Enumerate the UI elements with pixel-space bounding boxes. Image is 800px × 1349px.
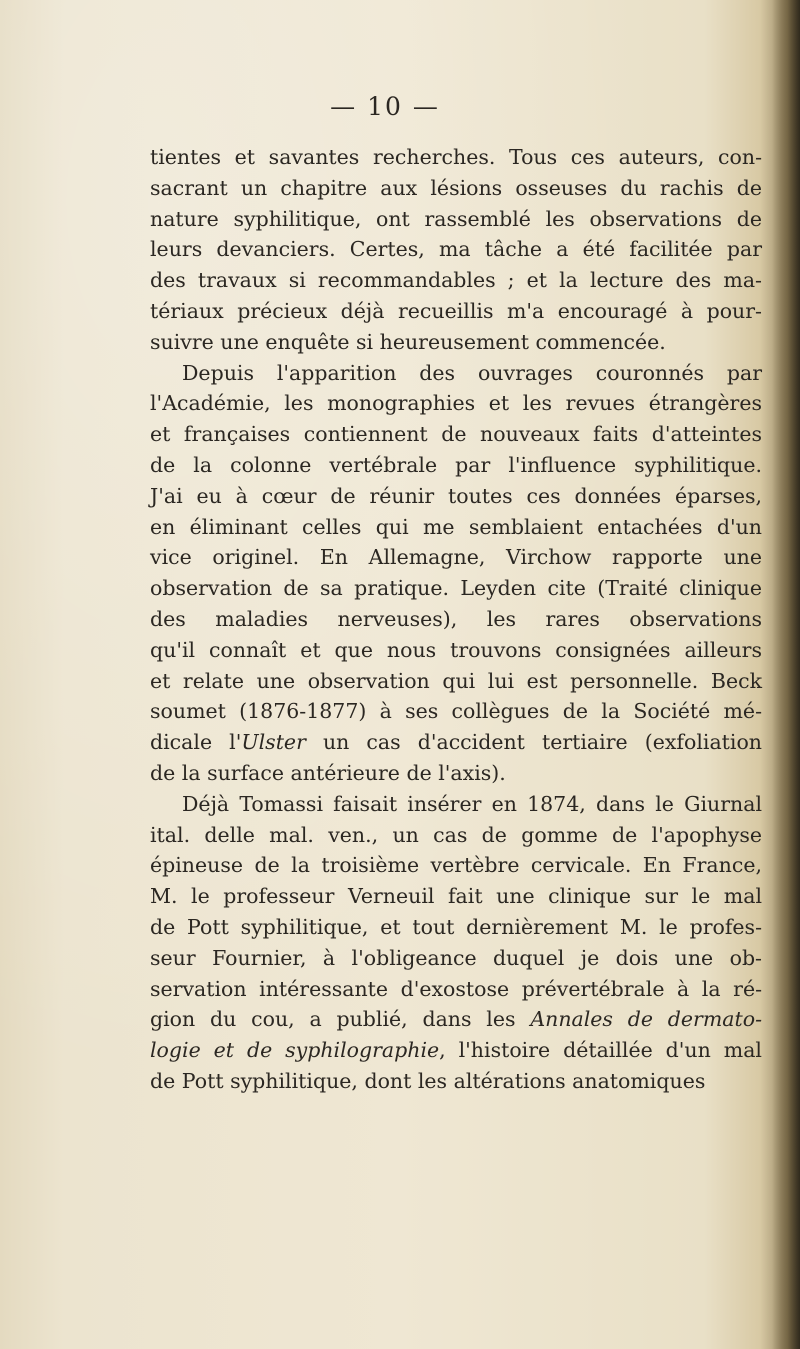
text-span: , l'histoire détaillée d'un mal [439,1038,762,1063]
text-line: tériaux précieux déjà recueillis m'a encouragé à pour- [150,298,762,323]
text-line: soumet (1876-1877) à ses collègues de la Société mé- [150,699,762,724]
text-line: de Pott syphilitique, dont les altérations anatomiques [150,1068,706,1093]
text-line: de Pott syphilitique, et tout dernièrement M. le profes- [150,914,762,939]
text-line: sacrant un chapitre aux lésions osseuses du rachis de [150,175,762,200]
text-line: Déjà Tomassi faisait insérer en 1874, dans le Giurnal [182,791,762,816]
page-binding-shadow [772,0,800,1349]
text-line: J'ai eu à cœur de réunir toutes ces données éparses, [150,483,762,508]
text-line: observation de sa pratique. Leyden cite (Traité clinique [150,576,762,601]
text-line: et relate une observation qui lui est personnelle. Beck [150,668,762,693]
text-span: un cas d'accident tertiaire (exfoliation [305,730,763,755]
text-line: seur Fournier, à l'obligeance duquel je dois une ob- [150,945,762,970]
text-line: des maladies nerveuses), les rares observations [150,606,762,631]
text-line [150,727,762,758]
text-line: l'Académie, les monographies et les revues étrangères [150,391,762,416]
text-line: des travaux si recommandables ; et la lecture des ma- [150,268,762,293]
text-line: Depuis l'apparition des ouvrages couronnés par [182,360,762,385]
journal-title: Annales de dermato- [530,1007,763,1032]
text-line: servation intéressante d'exostose prévertébrale à la ré- [150,976,762,1001]
page-number: — 10 — [330,92,440,121]
text-line: M. le professeur Verneuil fait une clinique sur le mal [150,884,762,909]
text-span: dicale l' [150,730,242,755]
text-line: et françaises contiennent de nouveaux faits d'atteintes [150,422,762,447]
text-line: vice originel. En Allemagne, Virchow rapporte une [150,545,762,570]
text-line: de la colonne vertébrale par l'influence syphilitique. [150,452,762,477]
text-line: en éliminant celles qui me semblaient entachées d'un [150,514,762,539]
text-line: nature syphilitique, ont rassemblé les observations de [150,206,762,231]
text-line: leurs devanciers. Certes, ma tâche a été facilitée par [150,237,762,262]
body-text [150,142,762,1097]
text-line: ital. delle mal. ven., un cas de gomme de l'apophyse [150,822,762,847]
journal-title: Ulster [241,730,306,755]
text-span: gion du cou, a publié, dans les [150,1007,531,1032]
text-line: épineuse de la troisième vertèbre cervicale. En France, [150,853,762,878]
text-line: tientes et savantes recherches. Tous ces auteurs, con- [150,145,762,169]
text-line: qu'il connaît et que nous trouvons consignées ailleurs [150,637,762,662]
text-line: de la surface antérieure de l'axis). [150,760,506,785]
text-line [150,1035,762,1066]
journal-title: logie et de syphilographie [150,1038,440,1063]
text-line [150,1004,762,1035]
text-line: suivre une enquête si heureusement commencée. [150,329,666,354]
